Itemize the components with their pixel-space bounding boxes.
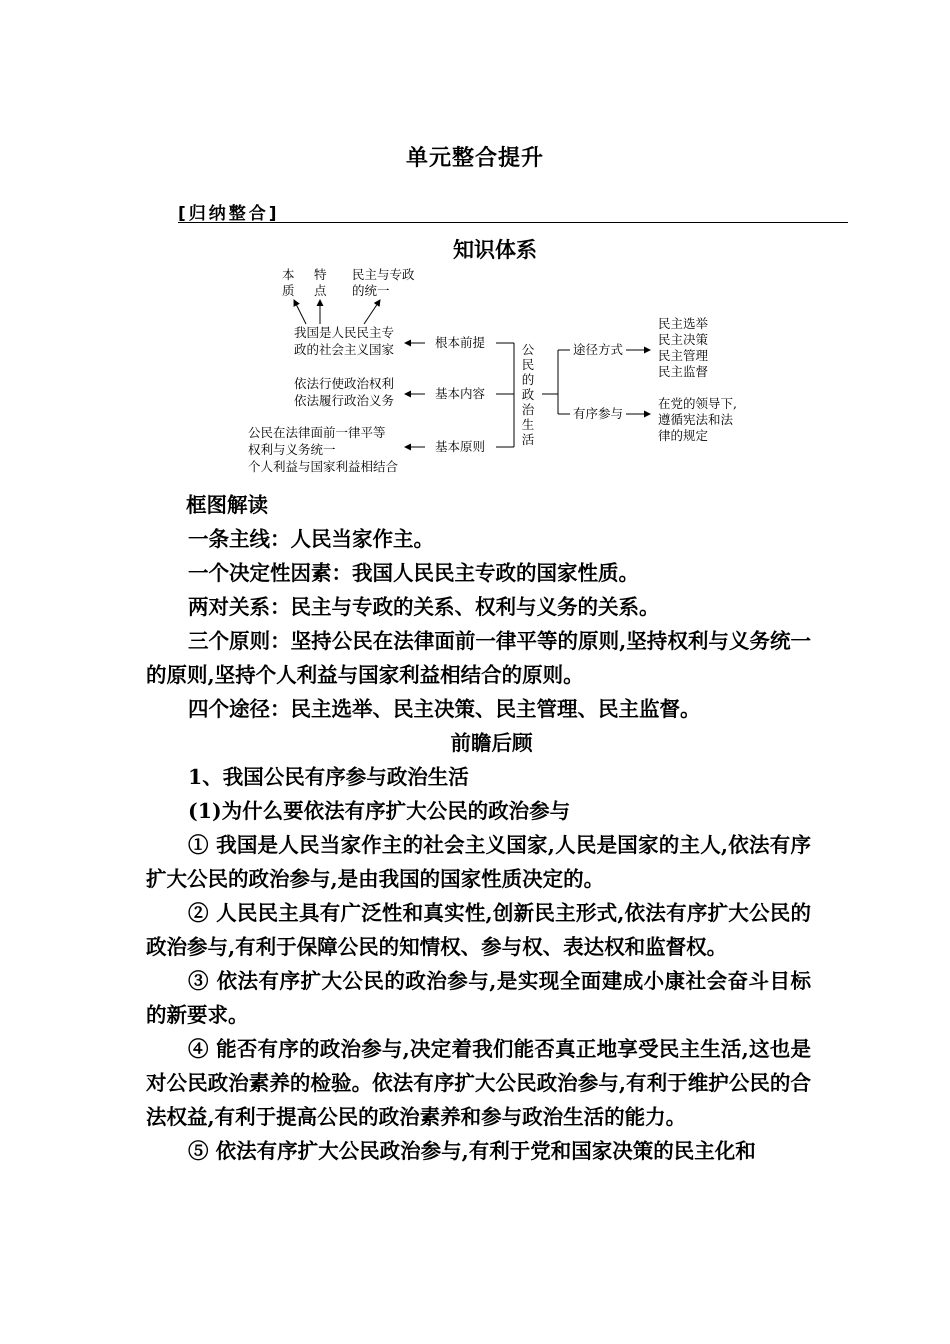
node-principle-line3: 个人利益与国家利益相结合 [248, 459, 399, 474]
knowledge-diagram [240, 262, 770, 484]
node-nature-line1: 我国是人民民主专 [294, 325, 395, 340]
node-way-2: 民主决策 [658, 332, 709, 347]
paragraph-factor: 一个决定性因素：我国人民民主专政的国家性质。 [188, 561, 639, 585]
item-1: ① 我国是人民当家作主的社会主义国家,人民是国家的主人,依法有序扩大公民的政治参与,是由我国的国家性质决定的。 [146, 833, 811, 891]
node-way-3: 民主管理 [658, 348, 709, 363]
node-principle-line2: 权利与义务统一 [248, 442, 336, 457]
item-5: ⑤ 依法有序扩大公民政治参与,有利于党和国家决策的民主化和 [188, 1139, 756, 1163]
node-ways: 途径方式 [573, 342, 624, 357]
node-premise: 根本前提 [435, 335, 486, 350]
node-way-1: 民主选举 [658, 316, 709, 331]
page-title: 单元整合提升 [405, 145, 544, 171]
item-4: ④ 能否有序的政治参与,决定着我们能否真正地享受民主生活,这也是对公民政治素养的检验。依法有序扩大公民政治参与,有利于维护公民的合法权益,有利于提高公民的政治素养和参与政治生活的能力。 [146, 1037, 811, 1129]
item-2: ② 人民民主具有广泛性和真实性,创新民主形式,依法有序扩大公民的政治参与,有利于保障公民的知情权、参与权、表达权和监督权。 [146, 901, 811, 959]
arrow-to-essence [294, 300, 306, 324]
paragraph-mainline: 一条主线：人民当家作主。 [188, 527, 434, 551]
question-1a: (1)为什么要依法有序扩大公民的政治参与 [188, 799, 571, 823]
node-basic-principle: 基本原则 [435, 439, 486, 454]
node-nature-line2: 政的社会主义国家 [294, 342, 395, 357]
node-content-line2: 依法履行政治义务 [294, 393, 395, 408]
node-principle-line1: 公民在法律面前一律平等 [248, 425, 386, 440]
body-text [146, 488, 811, 1168]
paragraph-principles: 三个原则：坚持公民在法律面前一律平等的原则,坚持权利与义务统一的原则,坚持个人利益与国家利益相结合的原则。 [146, 629, 811, 687]
label-unity: 民主与专政的统一 [352, 267, 415, 298]
paragraph-ways: 四个途径：民主选举、民主决策、民主管理、民主监督。 [188, 697, 701, 721]
node-cond-1: 在党的领导下, [658, 396, 737, 411]
arrow-to-unity [364, 300, 380, 324]
section-tag: [归纳整合] [178, 204, 280, 224]
node-center: 公民的政治生活 [521, 342, 535, 447]
node-cond-3: 律的规定 [658, 428, 709, 443]
label-essence: 本质 [282, 267, 295, 298]
frame-title: 框图解读 [186, 493, 268, 517]
node-cond-2: 遵循宪法和法 [658, 412, 734, 427]
diagram-heading: 知识体系 [453, 237, 537, 262]
node-way-4: 民主监督 [658, 364, 709, 379]
paragraph-relations: 两对关系：民主与专政的关系、权利与义务的关系。 [188, 595, 660, 619]
label-feature: 特点 [314, 267, 327, 298]
item-3: ③ 依法有序扩大公民的政治参与,是实现全面建成小康社会奋斗目标的新要求。 [146, 969, 811, 1027]
section-heading-review: 前瞻后顾 [450, 731, 533, 755]
node-basic-content: 基本内容 [435, 386, 486, 401]
section-divider [178, 222, 848, 223]
node-orderly: 有序参与 [573, 406, 624, 421]
node-content-line1: 依法行使政治权利 [294, 376, 395, 391]
question-1: 1、我国公民有序参与政治生活 [188, 765, 469, 789]
